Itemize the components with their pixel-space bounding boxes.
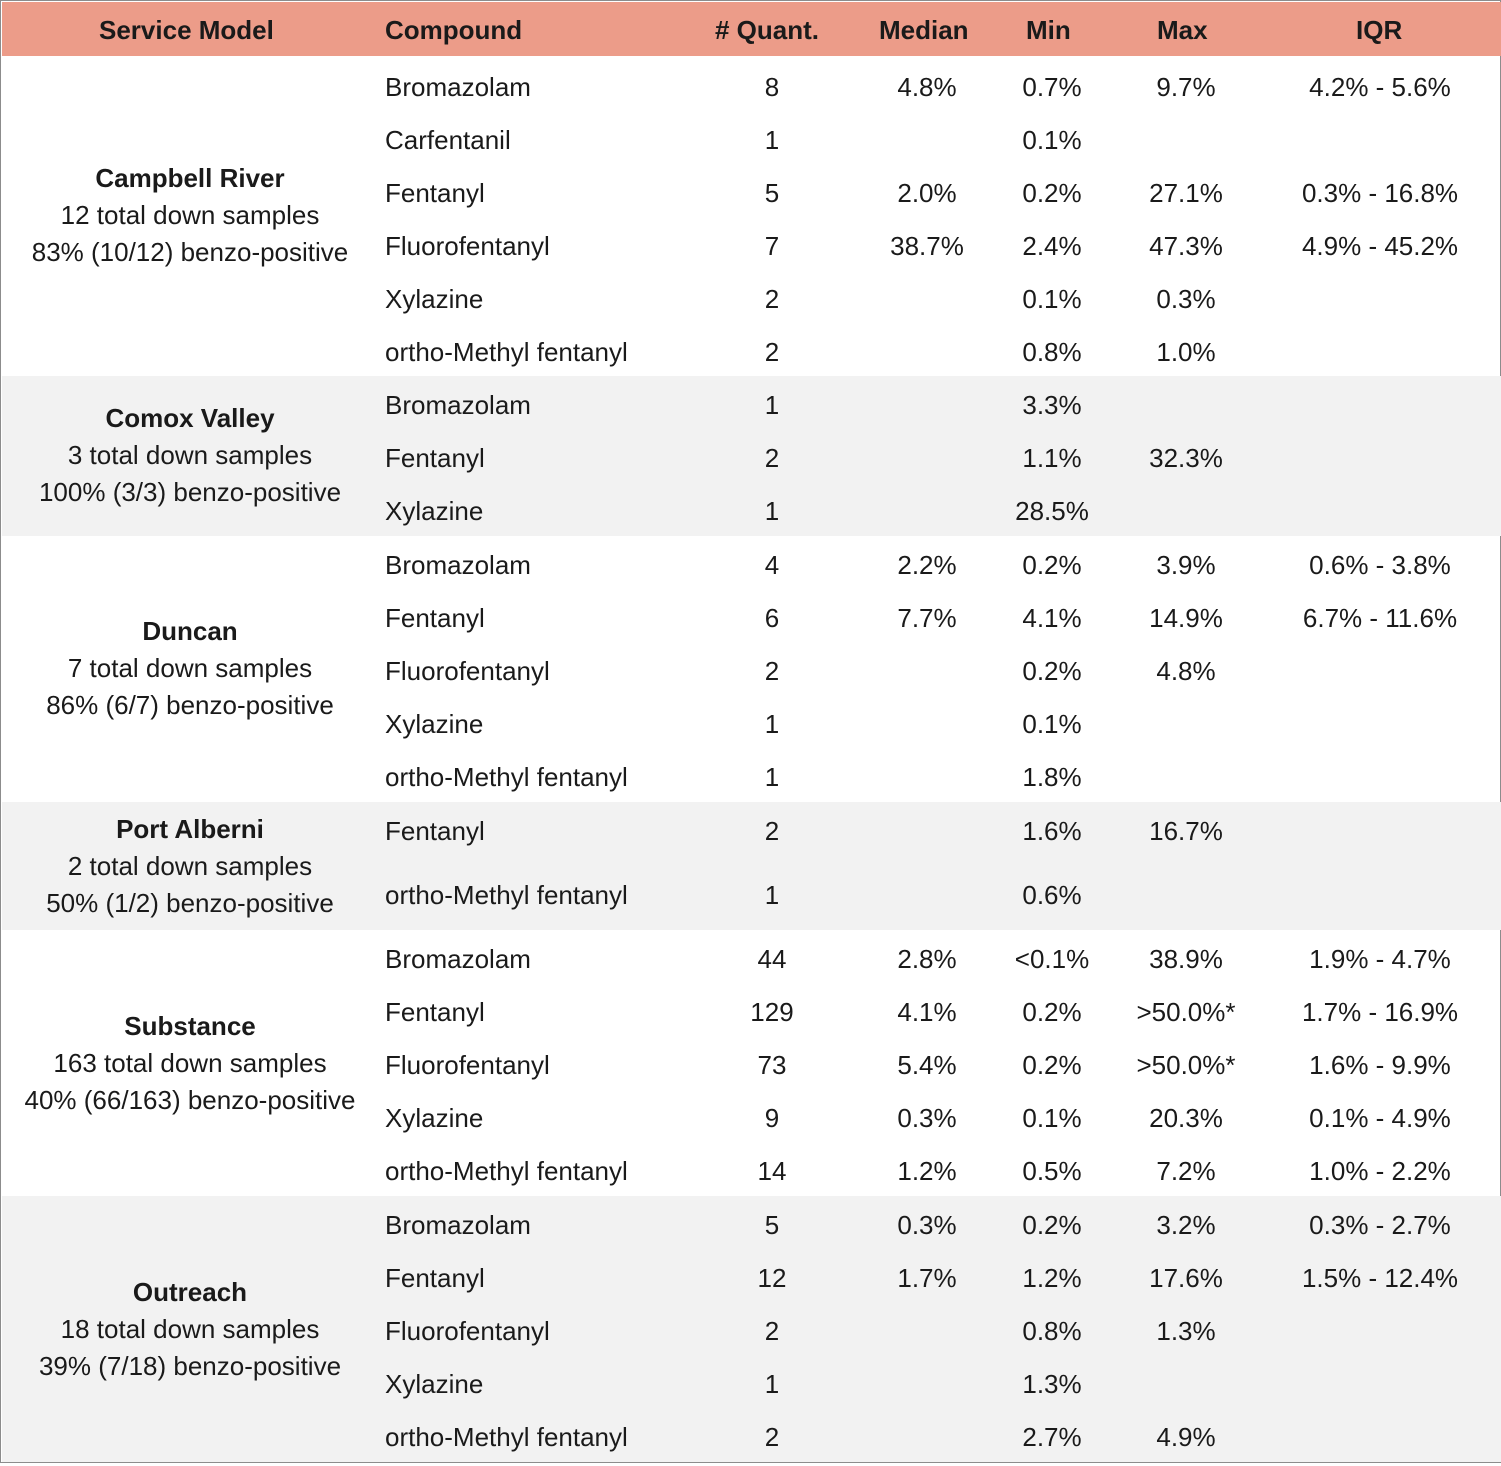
benzo-positive: 50% (1/2) benzo-positive xyxy=(46,888,334,918)
table-row xyxy=(2,695,1501,748)
quant-cell: 2 xyxy=(764,816,780,846)
group-port-alberni xyxy=(2,802,1501,930)
median-cell: 4.8% xyxy=(897,72,957,102)
max-cell: 1.0% xyxy=(1156,337,1216,367)
iqr-cell: 1.0% - 2.2% xyxy=(1309,1156,1451,1186)
benzo-positive: 39% (7/18) benzo-positive xyxy=(38,1351,342,1381)
min-cell: 0.8% xyxy=(1022,1316,1082,1346)
compound-cell: Bromazolam xyxy=(385,944,531,974)
max-cell: >50.0%* xyxy=(1136,997,1236,1027)
compound-cell: ortho-Methyl fentanyl xyxy=(385,1422,628,1452)
median-cell: 0.3% xyxy=(897,1103,957,1133)
quant-cell: 9 xyxy=(764,1103,780,1133)
compound-cell: Fluorofentanyl xyxy=(385,231,550,261)
min-cell: 1.1% xyxy=(1022,443,1082,473)
min-cell: 0.2% xyxy=(1022,1050,1082,1080)
min-cell: 1.2% xyxy=(1022,1263,1082,1293)
median-cell xyxy=(877,111,977,164)
compound-cell: Bromazolam xyxy=(385,1210,531,1240)
min-cell: 0.2% xyxy=(1022,656,1082,686)
compound-cell: Bromazolam xyxy=(385,72,531,102)
median-cell xyxy=(877,482,977,535)
quant-cell: 2 xyxy=(764,337,780,367)
compound-cell: Fentanyl xyxy=(385,997,485,1027)
max-cell xyxy=(1119,1355,1253,1408)
group-outreach xyxy=(2,1196,1501,1462)
min-cell: 0.1% xyxy=(1022,1103,1082,1133)
benzo-positive: 100% (3/3) benzo-positive xyxy=(38,477,342,507)
iqr-cell xyxy=(1280,376,1480,429)
benzo-positive: 86% (6/7) benzo-positive xyxy=(46,690,334,720)
min-cell: 0.1% xyxy=(1022,125,1082,155)
table-row xyxy=(2,1355,1501,1408)
max-cell: 9.7% xyxy=(1156,72,1216,102)
max-cell: 0.3% xyxy=(1156,284,1216,314)
iqr-cell xyxy=(1280,111,1480,164)
median-cell: 2.0% xyxy=(897,178,957,208)
max-cell: 3.2% xyxy=(1156,1210,1216,1240)
median-cell: 38.7% xyxy=(890,231,964,261)
quant-cell: 44 xyxy=(757,944,787,974)
min-cell: 4.1% xyxy=(1022,603,1082,633)
max-cell: 3.9% xyxy=(1156,550,1216,580)
iqr-cell xyxy=(1280,1408,1480,1461)
compound-cell: Xylazine xyxy=(385,496,484,526)
iqr-cell xyxy=(1280,270,1480,323)
min-cell: 0.5% xyxy=(1022,1156,1082,1186)
min-cell: 1.8% xyxy=(1022,762,1082,792)
header-compound: Compound xyxy=(385,15,523,45)
compound-cell: Fluorofentanyl xyxy=(385,656,550,686)
quant-cell: 1 xyxy=(764,762,780,792)
table-row xyxy=(2,482,1501,535)
median-cell xyxy=(877,802,977,855)
table-row xyxy=(2,1302,1501,1355)
table-row xyxy=(2,802,1501,855)
max-cell: 4.8% xyxy=(1156,656,1216,686)
iqr-cell xyxy=(1280,695,1480,748)
max-cell xyxy=(1119,482,1253,535)
table-row xyxy=(2,589,1501,642)
median-cell xyxy=(877,1302,977,1355)
min-cell: 0.2% xyxy=(1022,178,1082,208)
compound-cell: ortho-Methyl fentanyl xyxy=(385,762,628,792)
median-cell: 1.7% xyxy=(897,1263,957,1293)
median-cell xyxy=(877,376,977,429)
max-cell: 38.9% xyxy=(1149,944,1223,974)
compound-cell: Fluorofentanyl xyxy=(385,1050,550,1080)
compound-cell: ortho-Methyl fentanyl xyxy=(385,880,628,910)
header-iqr: IQR xyxy=(1356,15,1403,45)
total-samples: 3 total down samples xyxy=(67,440,313,470)
median-cell: 1.2% xyxy=(897,1156,957,1186)
min-cell: 0.7% xyxy=(1022,72,1082,102)
table-row xyxy=(2,58,1501,111)
quant-cell: 2 xyxy=(764,1316,780,1346)
iqr-cell: 0.1% - 4.9% xyxy=(1309,1103,1451,1133)
table-row xyxy=(2,642,1501,695)
max-cell: 32.3% xyxy=(1149,443,1223,473)
header-quant: # Quant. xyxy=(715,15,820,45)
quant-cell: 6 xyxy=(764,603,780,633)
compound-cell: Fentanyl xyxy=(385,1263,485,1293)
compound-cell: Xylazine xyxy=(385,284,484,314)
median-cell: 0.3% xyxy=(897,1210,957,1240)
median-cell xyxy=(877,323,977,376)
median-cell xyxy=(877,748,977,801)
min-cell: 2.4% xyxy=(1022,231,1082,261)
max-cell: 14.9% xyxy=(1149,603,1223,633)
table-row xyxy=(2,164,1501,217)
quant-cell: 14 xyxy=(757,1156,787,1186)
max-cell: 17.6% xyxy=(1149,1263,1223,1293)
compound-cell: Fentanyl xyxy=(385,178,485,208)
iqr-cell: 0.3% - 2.7% xyxy=(1309,1210,1451,1240)
max-cell: 47.3% xyxy=(1149,231,1223,261)
median-cell xyxy=(877,642,977,695)
iqr-cell: 4.2% - 5.6% xyxy=(1309,72,1451,102)
table-row xyxy=(2,1142,1501,1195)
min-cell: 0.2% xyxy=(1022,997,1082,1027)
iqr-cell: 1.5% - 12.4% xyxy=(1301,1263,1459,1293)
quant-cell: 2 xyxy=(764,1422,780,1452)
median-cell: 2.2% xyxy=(897,550,957,580)
total-samples: 163 total down samples xyxy=(53,1048,327,1078)
iqr-cell xyxy=(1280,802,1480,855)
table-row xyxy=(2,1249,1501,1302)
iqr-cell xyxy=(1280,482,1480,535)
max-cell: 27.1% xyxy=(1149,178,1223,208)
header-min: Min xyxy=(1026,15,1071,45)
header-service-model: Service Model xyxy=(99,15,274,45)
table-header xyxy=(2,2,1501,56)
quant-cell: 1 xyxy=(764,390,780,420)
compound-cell: Xylazine xyxy=(385,1369,484,1399)
table-row xyxy=(2,866,1501,919)
quant-cell: 5 xyxy=(764,178,780,208)
max-cell: 7.2% xyxy=(1156,1156,1216,1186)
quant-cell: 129 xyxy=(750,997,794,1027)
max-cell: 4.9% xyxy=(1156,1422,1216,1452)
compound-cell: Fentanyl xyxy=(385,603,485,633)
service-model-name: Port Alberni xyxy=(116,814,264,844)
max-cell xyxy=(1119,748,1253,801)
min-cell: 0.1% xyxy=(1022,284,1082,314)
service-model-name: Comox Valley xyxy=(105,403,275,433)
service-model-name: Substance xyxy=(124,1011,256,1041)
benzo-positive: 40% (66/163) benzo-positive xyxy=(24,1085,356,1115)
min-cell: <0.1% xyxy=(1014,944,1090,974)
min-cell: 3.3% xyxy=(1022,390,1082,420)
max-cell xyxy=(1119,695,1253,748)
compound-cell: Carfentanil xyxy=(385,125,511,155)
quant-cell: 1 xyxy=(764,125,780,155)
table-row xyxy=(2,111,1501,164)
median-cell xyxy=(877,270,977,323)
median-cell xyxy=(877,1355,977,1408)
table-row xyxy=(2,217,1501,270)
min-cell: 0.8% xyxy=(1022,337,1082,367)
compound-cell: Bromazolam xyxy=(385,390,531,420)
min-cell: 1.3% xyxy=(1022,1369,1082,1399)
median-cell: 7.7% xyxy=(897,603,957,633)
median-cell xyxy=(877,695,977,748)
max-cell: 20.3% xyxy=(1149,1103,1223,1133)
iqr-cell: 0.6% - 3.8% xyxy=(1309,550,1451,580)
quant-cell: 5 xyxy=(764,1210,780,1240)
iqr-cell: 1.7% - 16.9% xyxy=(1301,997,1459,1027)
table-row xyxy=(2,376,1501,429)
compound-cell: Xylazine xyxy=(385,1103,484,1133)
compound-cell: ortho-Methyl fentanyl xyxy=(385,337,628,367)
max-cell: 16.7% xyxy=(1149,816,1223,846)
median-cell: 2.8% xyxy=(897,944,957,974)
quant-cell: 12 xyxy=(757,1263,787,1293)
min-cell: 0.2% xyxy=(1022,1210,1082,1240)
min-cell: 0.6% xyxy=(1022,880,1082,910)
quant-cell: 2 xyxy=(764,284,780,314)
benzo-positive: 83% (10/12) benzo-positive xyxy=(31,237,349,267)
table-row xyxy=(2,536,1501,589)
compound-cell: Fentanyl xyxy=(385,816,485,846)
max-cell xyxy=(1119,376,1253,429)
iqr-cell xyxy=(1280,429,1480,482)
min-cell: 0.1% xyxy=(1022,709,1082,739)
min-cell: 28.5% xyxy=(1015,496,1089,526)
service-model-name: Duncan xyxy=(142,616,238,646)
compound-cell: ortho-Methyl fentanyl xyxy=(385,1156,628,1186)
total-samples: 2 total down samples xyxy=(67,851,313,881)
table-row xyxy=(2,1196,1501,1249)
quant-cell: 7 xyxy=(764,231,780,261)
iqr-cell: 4.9% - 45.2% xyxy=(1301,231,1459,261)
table-row xyxy=(2,930,1501,983)
quant-cell: 73 xyxy=(757,1050,787,1080)
median-cell xyxy=(877,866,977,919)
total-samples: 12 total down samples xyxy=(60,200,320,230)
quant-cell: 1 xyxy=(764,496,780,526)
iqr-cell xyxy=(1280,1355,1480,1408)
service-model-name: Outreach xyxy=(132,1277,248,1307)
quant-cell: 4 xyxy=(764,550,780,580)
min-cell: 0.2% xyxy=(1022,550,1082,580)
max-cell xyxy=(1119,866,1253,919)
max-cell xyxy=(1119,111,1253,164)
iqr-cell: 1.9% - 4.7% xyxy=(1309,944,1451,974)
group-duncan xyxy=(2,536,1501,802)
quant-cell: 2 xyxy=(764,443,780,473)
group-comox-valley xyxy=(2,376,1501,536)
table-row xyxy=(2,429,1501,482)
table-row xyxy=(2,1089,1501,1142)
header-max: Max xyxy=(1157,15,1208,45)
table-row xyxy=(2,323,1501,376)
compound-cell: Xylazine xyxy=(385,709,484,739)
table-row xyxy=(2,1408,1501,1461)
min-cell: 1.6% xyxy=(1022,816,1082,846)
quant-cell: 1 xyxy=(764,1369,780,1399)
table-row xyxy=(2,270,1501,323)
iqr-cell: 0.3% - 16.8% xyxy=(1301,178,1459,208)
iqr-cell xyxy=(1280,748,1480,801)
iqr-cell xyxy=(1280,1302,1480,1355)
total-samples: 18 total down samples xyxy=(60,1314,320,1344)
max-cell: 1.3% xyxy=(1156,1316,1216,1346)
max-cell: >50.0%* xyxy=(1136,1050,1236,1080)
iqr-cell: 1.6% - 9.9% xyxy=(1309,1050,1451,1080)
total-samples: 7 total down samples xyxy=(67,653,313,683)
min-cell: 2.7% xyxy=(1022,1422,1082,1452)
iqr-cell xyxy=(1280,642,1480,695)
compound-cell: Bromazolam xyxy=(385,550,531,580)
median-cell xyxy=(877,429,977,482)
table-row xyxy=(2,748,1501,801)
table-row xyxy=(2,983,1501,1036)
quant-cell: 8 xyxy=(764,72,780,102)
group-campbell-river xyxy=(2,58,1501,376)
quant-cell: 2 xyxy=(764,656,780,686)
table-row xyxy=(2,1036,1501,1089)
group-substance xyxy=(2,930,1501,1196)
service-model-name: Campbell River xyxy=(95,163,285,193)
compound-cell: Fentanyl xyxy=(385,443,485,473)
quant-cell: 1 xyxy=(764,880,780,910)
quant-cell: 1 xyxy=(764,709,780,739)
compound-cell: Fluorofentanyl xyxy=(385,1316,550,1346)
header-median: Median xyxy=(879,15,969,45)
iqr-cell xyxy=(1280,866,1480,919)
median-cell: 5.4% xyxy=(897,1050,957,1080)
median-cell: 4.1% xyxy=(897,997,957,1027)
iqr-cell: 6.7% - 11.6% xyxy=(1302,603,1458,633)
median-cell xyxy=(877,1408,977,1461)
iqr-cell xyxy=(1280,323,1480,376)
